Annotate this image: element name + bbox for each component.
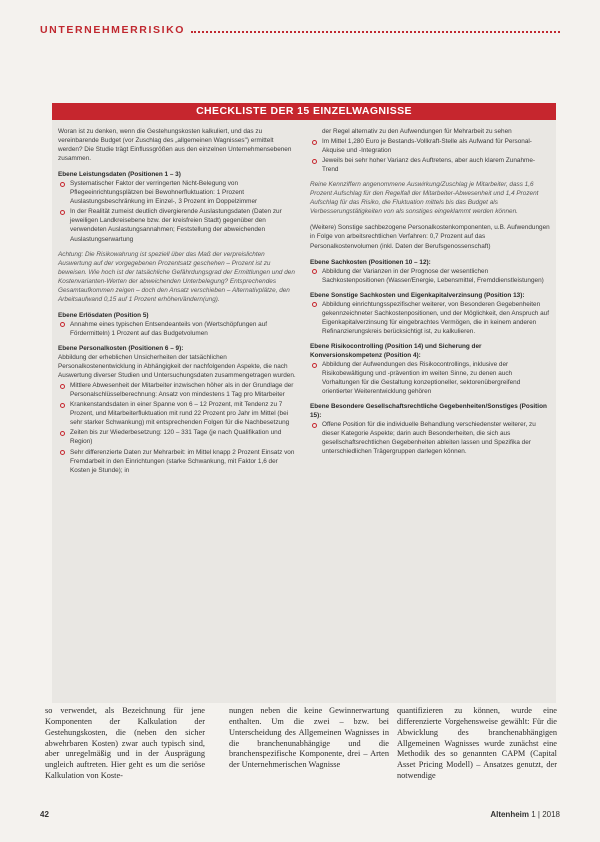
- list-item: Im Mittel 1,280 Euro je Bestands-Vollkraft-Stelle als Aufwand für Personal-Akquise und -Integration: [310, 137, 550, 155]
- bullet-list: [310, 137, 550, 174]
- list-item: Jeweils bei sehr hoher Varianz des Auftretens, aber auch klarem Zunahme-Trend: [310, 156, 550, 174]
- list-item: Sehr differenzierte Daten zur Mehrarbeit: im Mittel knapp 2 Prozent Einsatz von Fremdarbeit in den Einrichtungen (starke Schwankung, mit Faktor 1,6 der Kosten je Stunde); in: [58, 448, 298, 475]
- checklist-left-column: [58, 127, 298, 481]
- section-heading: Ebene Leistungsdaten (Positionen 1 – 3): [58, 171, 181, 179]
- section-label: UNTERNEHMERRISIKO: [40, 24, 186, 36]
- list-item: Offene Position für die individuelle Behandlung verschiedenster weiterer, zu dieser Kategorie Aspekte; darin auch Besonderheiten, die sich aus gesellschaftsrechtlichen Gegebenheiten ableiten lassen und Spezifika der unterschiedlichen Trägergruppen darlegen können.: [310, 420, 550, 456]
- section-intro: Abbildung der erheblichen Unsicherheiten der tatsächlichen Personalkostenentwicklung in Abhängigkeit der nachfolgenden Aspekte, die nach Auswertung diverser Studien und Untersuchungsdaten zusammengetragen wurden.: [58, 354, 296, 380]
- continued-text: der Regel alternativ zu den Aufwendungen für Mehrarbeit zu sehen: [322, 128, 512, 135]
- checklist-right-column: [310, 127, 550, 463]
- list-item: Abbildung einrichtungsspezifischer weiterer, von Besonderen Gegebenheiten gekennzeichneter Sachkostenpositionen, und der Möglichkeit, den Anspruch auf Eigenkapitalverzinsung für eingebrachtes Vermögen, die in keinem anderen Refinanzierungskreis berücksichtigt ist, zu kalkulieren.: [310, 300, 550, 336]
- bullet-list: [310, 360, 550, 396]
- section-heading: Ebene Besondere Gesellschaftsrechtliche Gegebenheiten/Sonstiges (Position 15):: [310, 403, 547, 420]
- checklist-title: CHECKLISTE DER 15 EINZELWAGNISSE: [52, 103, 556, 120]
- list-item: Zeiten bis zur Wiederbesetzung: 120 – 331 Tage (je nach Qualifikation und Region): [58, 428, 298, 446]
- checklist-intro: Woran ist zu denken, wenn die Gestehungskosten kalkuliert, und das zu vereinbarende Budget (vor Zuschlag des „allgemeinen Wagnisses") ermittelt werden? Die Studie trägt Einflussgrößen aus den einzelnen Unternehmensebenen zusammen.: [58, 128, 292, 163]
- body-column-2: nungen neben die keine Gewinnerwartung enthalten. Um die zwei – bzw. bei Unterscheidung des Allgemeinen Wagnisses in die branchenunabhängige und die branchenspezifische Komponente, drei – Arten der Unternehmerischen Wagnisse: [229, 706, 389, 770]
- section-heading: Ebene Sachkosten (Positionen 10 – 12):: [310, 258, 431, 266]
- list-item: Abbildung der Varianzen in der Prognose der wesentlichen Sachkostenpositionen (Wasser/Energie, Lebensmittel, Fremddienstleistungen): [310, 267, 550, 285]
- list-item: Systematischer Faktor der verringerten Nicht-Belegung von Pflegeeinrichtungsplätzen bei Bewohnerfluktuation: 1 Prozent Auslastungsbeschränkung im Einzel-, 3 Prozent im Doppelzimmer: [58, 179, 298, 206]
- journal-info: [490, 810, 560, 819]
- bullet-list: [58, 179, 298, 243]
- section-heading: Ebene Erlösdaten (Position 5): [58, 311, 149, 319]
- bullet-list: [310, 267, 550, 285]
- bullet-list: [58, 381, 298, 474]
- bullet-list: [310, 300, 550, 336]
- list-item: In der Realität zumeist deutlich divergierende Auslastungsdaten (Daten zur jeweiligen Landkreisebene bzw. der kreisfreien Stadt) gegenüber den verwendeten Auslastungsannahmen; Feststellung der abweichenden Auslastungserwartung: [58, 207, 298, 243]
- list-item: Abbildung der Aufwendungen des Risikocontrollings, inklusive der Risikobewältigung und -prävention im weiten Sinne, zu denen auch Vorhaltungen für die Gestaltung konzeptioneller, sektorenübergreifend orientierter Weiterentwicklung gehören: [310, 360, 550, 396]
- body-text: [45, 706, 557, 816]
- paragraph: (Weitere) Sonstige sachbezogene Personalkostenkomponenten, u.B. Aufwendungen in Folge von arbeitsrechtlichen Verfahren: 0,7 Prozent auf das Personalkostenvolumen (inkl. Daten der Berufsgenossenschaft): [310, 224, 550, 250]
- italic-note: Reine Kennziffern angenommene Auswirkung/Zuschlag je Mitarbeiter, dass 1,6 Prozent Aufschlag für den Regelfall der Mitarbeiter-Abwesenheit und 1,4 Prozent Aufschlag für das Risiko, die Fluktuation mittels bis das Budget als Verbesserungstätigkeiten von als sonstiges eingeklammt werden können.: [310, 181, 539, 216]
- issue-number: 1 | 2018: [531, 810, 560, 819]
- list-item: Annahme eines typischen Entsendeanteils von (Wertschöpfungen auf Fördermitteln) 1 Prozent auf das Budgetvolumen: [58, 320, 298, 338]
- body-column-1: so verwendet, als Bezeichnung für jene Komponenten der Kalkulation der Gestehungskosten, die (neben den sicher abwehrbaren Kosten) zwar auch typisch sind, aber unregelmäßig und in der Ausprägung ungleich auftreten. Hier geht es um die seriöse Kalkulation von Koste-: [45, 706, 205, 781]
- list-item: Mittlere Abwesenheit der Mitarbeiter inzwischen höher als in der Grundlage der Personalschlüsselberechnung: Ansatz von mindestens 1 Tag pro Mitarbeiter: [58, 381, 298, 399]
- journal-name: Altenheim: [490, 810, 529, 819]
- section-heading: Ebene Risikocontrolling (Position 14) und Sicherung der Konversionskompetenz (Position 4):: [310, 342, 482, 359]
- checklist-box: [52, 103, 556, 703]
- body-column-3: quantifizieren zu können, wurde eine differenzierte Vorgehensweise gewählt: Für die Abwicklung des branchenabhängigen Allgemeinen Wagnisses wurde zunächst eine Methodik des so genannten CAPM (Capital Asset Pricing Modell) – Ansatzes genutzt, der notwendige: [397, 706, 557, 781]
- dotted-rule: [191, 31, 560, 33]
- italic-note: Achtung: Die Risikowahrung ist speziell über das Maß der verpreislichten Auswertung auf der vorgegebenen Prozentsatz geschehen – Prozent ist zu beweisen. Wie hoch ist der tatsächliche Gefährdungsgrad der Ermittlungen und den Kostenvarianten-Werten der abweichenden Unterbelegung? Entsprechendes Gesamtaufkommen zeigen – doch den Ansatz verschieben – Alternativplätze, den Arbeitsaufwand 0,15 auf 1 Prozent erhöhen/ändern(ung).: [58, 250, 295, 303]
- bullet-list: [58, 320, 298, 338]
- list-item: Krankenstandsdaten in einer Spanne von 6 – 12 Prozent, mit Tendenz zu 7 Prozent, und Mitarbeiterfluktuation mit rund 22 Prozent pro Jahr im Mittel (bei sehr starker Schwankung) mit entsprechenden Folgen für die Nachbesetzung: [58, 400, 298, 427]
- section-heading: Ebene Personalkosten (Positionen 6 – 9):: [58, 344, 184, 352]
- section-header: [40, 22, 560, 38]
- bullet-list: [310, 420, 550, 456]
- page-number: 42: [40, 810, 49, 819]
- section-heading: Ebene Sonstige Sachkosten und Eigenkapitalverzinsung (Position 13):: [310, 291, 525, 299]
